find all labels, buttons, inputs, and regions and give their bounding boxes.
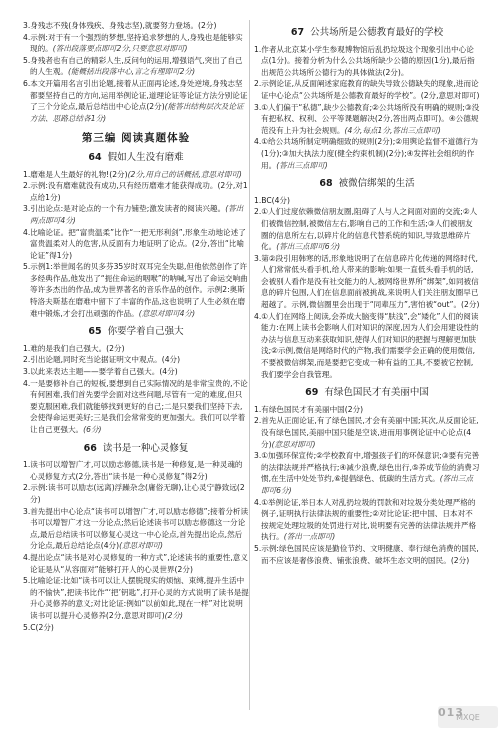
answer-text: 4.示例:对于有一个强烈的梦想,坚持追求梦想的人,身残也是能够实现的。 <box>23 32 243 54</box>
section-65-items <box>23 343 249 436</box>
answer-text: 2.①人们过度依赖微信朋友圈,阻碍了人与人之间面对面的交流;②人们被微信控制,被微信左右,影响自己的工作和生活;③人们被朋友圈的信息所左右,以碎片化的信息代替系统的知识,导致思维碎片化。 <box>254 207 478 252</box>
answer-item <box>23 506 249 552</box>
answer-text: 1.难的是我们自己强大。(2分) <box>23 343 125 353</box>
answer-text: 3.第②段引用韩寒的话,形象地说明了在信息碎片化传递的网络时代,人们常常低头看手机,给人带来的影响:如果一直低头看手机的话,会被别人看作是没有社交能力的人,被网络世界所“绑架”,如同被信息的碎片包围,人们在信息面前被挑战,来说明人们关注朋友圈早已超越了。示例,微信圈里会出现于“同辈压力”,害怕被“out”。(2分) <box>254 253 480 310</box>
answer-item <box>23 32 249 55</box>
answer-item <box>23 343 249 355</box>
answer-text: 4.①人们在网络上阅读,会养成大脑变得“肤浅”,会“矮化”人们的阅读能力:在网上读书会影响人们对知识的深度,因为人们会用建设性的办法与信息互动来获取知识,使得人们对知识的把握与理解更加肤浅;②示例,微信是网络时代的产物,我们需要学会正确的使用微信,不要被微信绑架,而是要把它变成一种有益的工具,不要被它控制,我们要学会自我管理。 <box>254 311 479 379</box>
answer-item <box>23 366 249 378</box>
answer-text: 4.比喻论证。把“富贵温柔”比作“一把无形利剑”,形象生动地论述了富贵温柔对人的危害,从反面有力地证明了论点。(2分,答出“比喻论证”得1分) <box>23 227 246 260</box>
section-69-title <box>254 387 480 399</box>
answer-note: (意思对即可) <box>119 541 164 551</box>
section-heading: 公共场所是公德教育最好的学校 <box>310 27 444 38</box>
answer-item <box>23 622 249 634</box>
answer-text: 3.首先提出中心论点“读书可以增智广才,可以励志修德”;接着分析读书可以增智广才这一分论点;然后论述读书可以励志修德这一分论点,最后总结读书可以修复心灵这一中心论点,首先提出论点,然后分论点,最后总结论点(4分) <box>23 506 249 551</box>
answer-item <box>254 136 480 171</box>
left-column <box>23 20 249 633</box>
answer-text: 5.身残者也有自己的精彩人生,反问句的运用,增强语气,突出了自己的人生观。 <box>23 55 243 77</box>
answer-item <box>23 180 249 203</box>
section-number: 65 <box>88 326 102 338</box>
section-69-items <box>254 404 480 566</box>
answer-item <box>254 78 480 101</box>
section-67-title <box>254 27 480 39</box>
answer-item <box>254 543 480 566</box>
section-64-items <box>23 169 249 320</box>
answer-note: (2分,用自己的话概括,意思对即可) <box>127 169 242 179</box>
answer-text: 3.①人们偏于“私德”,缺少公德教育;②公共场所没有明确的规则;③没有把私权、权利、公平等课题解决(2分,答出两点即可)。④公德规范没有上升为社会规则。 <box>254 102 480 135</box>
answer-item <box>254 497 480 543</box>
section-heading: 被微信绑架的生活 <box>338 178 415 190</box>
answer-item <box>254 195 480 207</box>
section-67-items <box>254 44 480 172</box>
part-title: 第三编 阅读真题体验 <box>81 132 191 145</box>
answer-item <box>23 378 249 436</box>
answer-text: 1.读书可以增智广才,可以励志修德,读书是一种修复,是一种灵魂的心灵修复方式(2分,答出“读书是一种心灵修复”得2分) <box>23 460 243 481</box>
answer-text: 1.BC(4分) <box>254 195 290 205</box>
answer-text: 2.示例:没有磨难就没有成功,只有经历磨难才能获得成功。(2分,对1点给1分) <box>23 181 248 202</box>
answer-text: 3.身残志不残(身体残疾、身残志坚),就要努力登场。(2分) <box>23 21 217 30</box>
answer-item <box>254 415 480 450</box>
answer-text: 5.示例:绿色国民应该是勤俭节约、文明健康、奉行绿色消费的国民,而不应该是奢侈浪费、铺张浪费、破坏生态文明的国民。(2分) <box>254 543 479 565</box>
answer-text: 3.①加强环保宣传;②学校教育中,增强孩子们的环保意识;③要有完善的法律法规并严格执行;④减少浪费,绿色出行,⑤养成节俭的消费习惯,在生活中处处节约,⑥提倡绿色、低碳的生活方式。 <box>254 451 480 484</box>
answer-text: 1.有绿色国民才有美丽中国(2分) <box>254 404 364 414</box>
answer-note: (4分,每点1分,答出三点即可) <box>344 125 441 135</box>
answer-text: 5.C(2分) <box>23 622 54 632</box>
answer-item <box>254 450 480 496</box>
section-65-title <box>23 326 249 338</box>
svg-text:MXQE: MXQE <box>456 713 480 722</box>
answer-note: (能答出结构层次及论证方法、思路总结各1分) <box>30 102 244 123</box>
section-heading: 有绿色国民才有美丽中国 <box>324 387 429 399</box>
answer-text: 3.引出论点:是对论点的一个有力铺垫;激发读者的阅读兴趣。 <box>23 204 226 214</box>
intro-items <box>23 20 249 124</box>
answer-note: (意思对即可) <box>271 439 316 449</box>
answer-item <box>23 575 249 621</box>
answer-item <box>23 203 249 226</box>
answer-item <box>23 482 249 505</box>
answer-note: (能概括出段落中心,言之有理即可2分) <box>67 67 196 77</box>
answer-note: (答出一点即可) <box>283 532 336 542</box>
answer-text: 2.首先从正面论证,有了绿色国民,才会有美丽中国;其次,从反面论证,没有绿色国民,美丽中国只能是空谈,进而用事例论证中心论点(4分) <box>254 416 479 449</box>
answer-note: (答出三点即可6分) <box>276 242 341 252</box>
answer-item <box>23 78 249 124</box>
answer-item <box>254 102 480 137</box>
answer-item <box>254 253 480 311</box>
section-heading: 假如人生没有磨难 <box>107 151 184 163</box>
column-divider <box>249 20 250 710</box>
answer-text: 1.磨难是人生最好的礼物!(2分) <box>23 169 128 179</box>
answer-item <box>23 227 249 262</box>
answer-text: 5.示例1:举世闻名的贝多芬35岁时双耳完全失聪,但他依然创作了许多经典作品,他发出了“扼住命运的咽喉”的呐喊,写出了命运交响曲等许多杰出的作品,成为世界著名的音乐作品的创作。示例2:奥斯特洛夫斯基在磨难中留下了丰富的作品,这也说明了人生必须在磨难中锻炼,才会打出顽强的作品。 <box>23 262 248 318</box>
watermark-logo <box>420 700 500 733</box>
section-number: 68 <box>319 178 333 190</box>
answer-text: 4.①给公共场所制定明确细致的规则(2分);②用舆论监督不道德行为(1分);③加大执法力度(健全约束机制)(2分);④发挥社会组织的作用。 <box>254 137 479 170</box>
answer-item <box>254 311 480 381</box>
answer-text: 4.提出论点“读书是对心灵修复的一种方式”,论述读书的重要性,意义论证是从“从容面对”能够打开人的心灵世界(2分) <box>23 552 248 574</box>
answer-text: 2.示例:读书可以励志(远离)浮躁杂念(庸俗无聊),让心灵宁静致远(2分) <box>23 483 245 504</box>
answer-text: 3.以此来表达主题——要学着自己强大。(4分) <box>23 367 178 377</box>
answer-text: 4.一是要修补自己的短板,要想到自己实际情况的是非常宝贵的,不论有何困难,我们首先要学会面对这些问题,尽管有一定的难度,但只要克服困难,我们就能够找到更好的自己;二是只要我们坚持下去,会使得命运更美好;三是我们会常常变的更加强大。我们可以学着让自己更强大。 <box>23 378 248 434</box>
answer-item <box>23 459 249 482</box>
answer-text: 1.作者从北京某小学生参观博物馆后乱扔垃圾这个现象引出中心论点(1分)。接着分析为什么公共场所缺少公德的原因(1分),最后指出规范公共场所公德行为的具体做法(2分)。 <box>254 44 475 77</box>
section-68-items <box>254 195 480 381</box>
answer-item <box>23 55 249 78</box>
right-column <box>254 20 480 566</box>
answer-text: 2.示例论证,从反面阐述家庭教育的缺失导致公德缺失的现象,进而论证中心论点“公共场所是公德教育最好的学校”。(2分,意思对即可) <box>254 79 480 100</box>
answer-text: 4.①举例论证,举日本人对乱扔垃圾的罚款和对垃圾分类处理严格的例子,证明执行法律法规的重要性;②对比论证:把中国、日本对不按规定处理垃圾的处罚进行对比,说明要有完善的法律法规并严格执行。 <box>254 497 477 542</box>
answer-text: 5.比喻论证:比如“读书可以让人摆脱现实的烦恼、束缚,提升生活中的不愉快”,把读书比作“‘把’钥匙”,打开心灵的方式说明了读书是提升心灵修养的意义;对比论证:例如“以前如此,现在一样”对比说明读书可以提升心灵修养(2分,意思对即可) <box>23 576 249 620</box>
section-68-title <box>254 178 480 190</box>
answer-text: 2.引出论题,同时充当论据证明文中观点。(4分) <box>23 355 181 365</box>
answer-item <box>23 169 249 181</box>
section-64-title <box>23 152 249 164</box>
answer-note: (答出两点即可4分) <box>30 204 244 225</box>
section-66-title <box>23 443 249 455</box>
section-heading: 读书是一种心灵修复 <box>102 442 189 454</box>
section-number: 67 <box>290 27 305 38</box>
answer-item <box>23 20 249 32</box>
answer-note: (2分) <box>164 610 184 620</box>
answer-note: (6分) <box>83 425 102 434</box>
answer-item <box>23 354 249 366</box>
answer-note: (答出三点即可) <box>276 160 328 170</box>
section-heading: 你要学着自己强大 <box>107 326 184 338</box>
answer-text: 6.本文开篇用名言引出论题,接着从正面再论述,身处逆境,身残志坚都要坚持自己的方向,运用举例论证,道理论证等论证方法分别论证了三个分论点,最后总结出中心论点(2分) <box>23 78 248 112</box>
section-number: 66 <box>83 442 97 454</box>
answer-item <box>23 261 249 319</box>
section-66-items <box>23 459 249 633</box>
answer-item <box>254 404 480 416</box>
answer-item <box>23 552 249 575</box>
answer-note: (答出三点即可6分) <box>261 474 474 495</box>
section-number: 69 <box>305 387 319 399</box>
answer-note: (意思对即可4分) <box>138 308 196 318</box>
answer-item <box>254 44 480 79</box>
answer-note: (答出段落要点即可2分,只要意思对即可) <box>52 44 188 54</box>
answer-item <box>254 206 480 252</box>
section-number: 64 <box>88 151 102 163</box>
